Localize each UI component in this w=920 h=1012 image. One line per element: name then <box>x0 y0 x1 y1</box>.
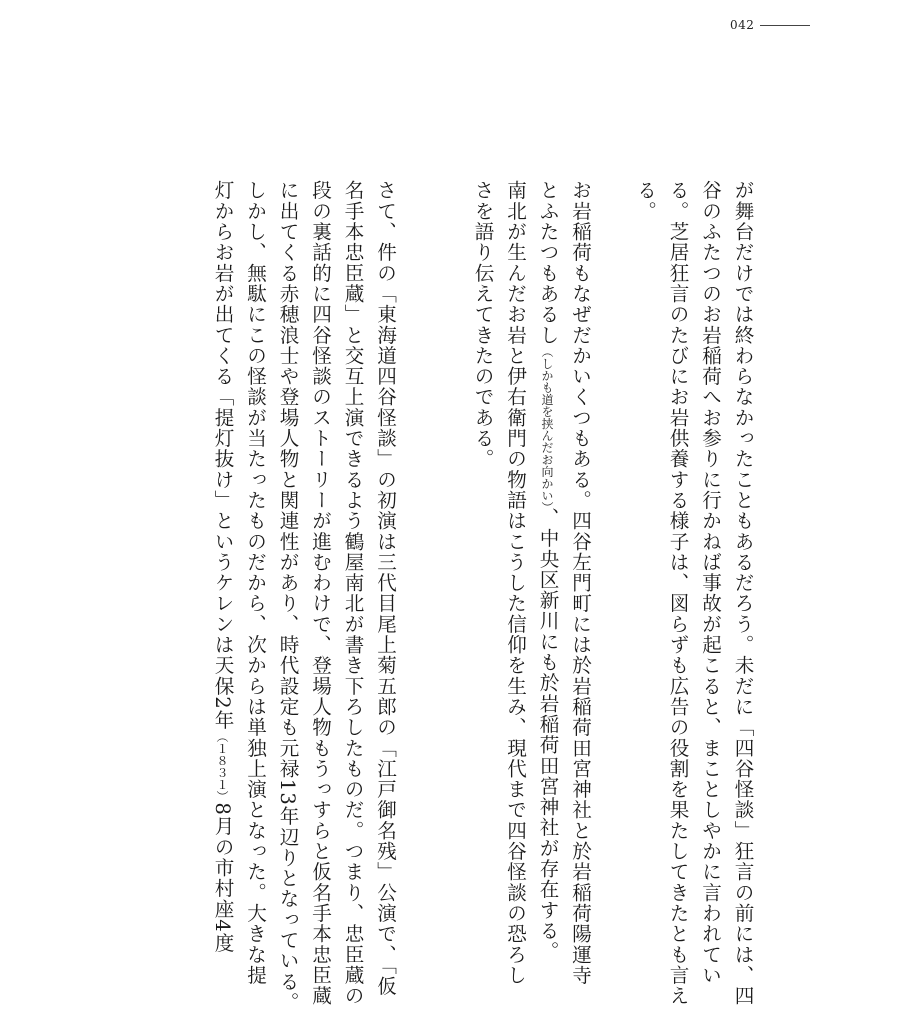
text-column-2: 谷のふたつのお岩稲荷へお参りに行かねば事故が起こると、まことしやかに言われてい <box>698 180 722 986</box>
text-run: とふたつもあるし <box>536 180 559 346</box>
interlinear-note: （しかも道を挟んだお向かい） <box>540 345 554 508</box>
text-column-13: しかし、無駄にこの怪談が当たったものだから、次からは単独上演となった。大きな提 <box>243 180 267 986</box>
page-folio <box>730 18 810 32</box>
folio-rule <box>760 25 810 26</box>
paragraph-spacer <box>407 180 427 880</box>
text-run: 8月の市村座4度 <box>211 802 234 954</box>
text-column-5: お岩稲荷もなぜだかいくつもある。四谷左門町には於岩稲荷田宮神社と於岩稲荷陽運寺 <box>568 180 592 986</box>
interlinear-note: （１８３１） <box>215 730 229 803</box>
text-column-6 <box>536 180 559 962</box>
text-column-14 <box>211 180 234 954</box>
text-run: 灯からお岩が出てくる「提灯抜け」というケレンは天保2年 <box>211 180 234 731</box>
text-column-10: 名手本忠臣蔵」と交互上演できるよう鶴屋南北が書き下ろしたものだ。つまり、忠臣蔵の <box>341 180 364 1006</box>
text-column-9: さて、件の「東海道四谷怪談」の初演は三代目尾上菊五郎の「江戸御名残」公演で、「仮 <box>373 180 397 997</box>
text-column-1: が舞台だけでは終わらなかったこともあるだろう。未だに「四谷怪談」狂言の前には、四 <box>731 180 754 1006</box>
text-run: 、中央区新川にも於岩稲荷田宮神社が存在する。 <box>536 507 559 962</box>
text-column-4: る。 <box>633 180 657 222</box>
text-column-11: 段の裏話的に四谷怪談のストーリーが進むわけで、登場人物もうっすらと仮名手本忠臣蔵 <box>308 180 332 1006</box>
text-column-12: に出てくる赤穂浪士や登場人物と関連性があり、時代設定も元禄13年辺りとなっている。 <box>276 180 299 1012</box>
page-number: 042 <box>730 18 755 32</box>
text-column-7: 南北が生んだお岩と伊右衛門の物語はこうした信仰を生み、現代まで四谷怪談の恐ろし <box>503 180 527 986</box>
paragraph-spacer <box>440 180 460 880</box>
vertical-text-block <box>200 180 754 1012</box>
text-column-3: る。芝居狂言のたびにお岩供養する様子は、図らずも広告の役割を果たしてきたとも言え <box>666 180 689 1006</box>
paragraph-spacer <box>602 180 622 880</box>
text-column-8: さを語り伝えてきたのである。 <box>471 180 494 470</box>
